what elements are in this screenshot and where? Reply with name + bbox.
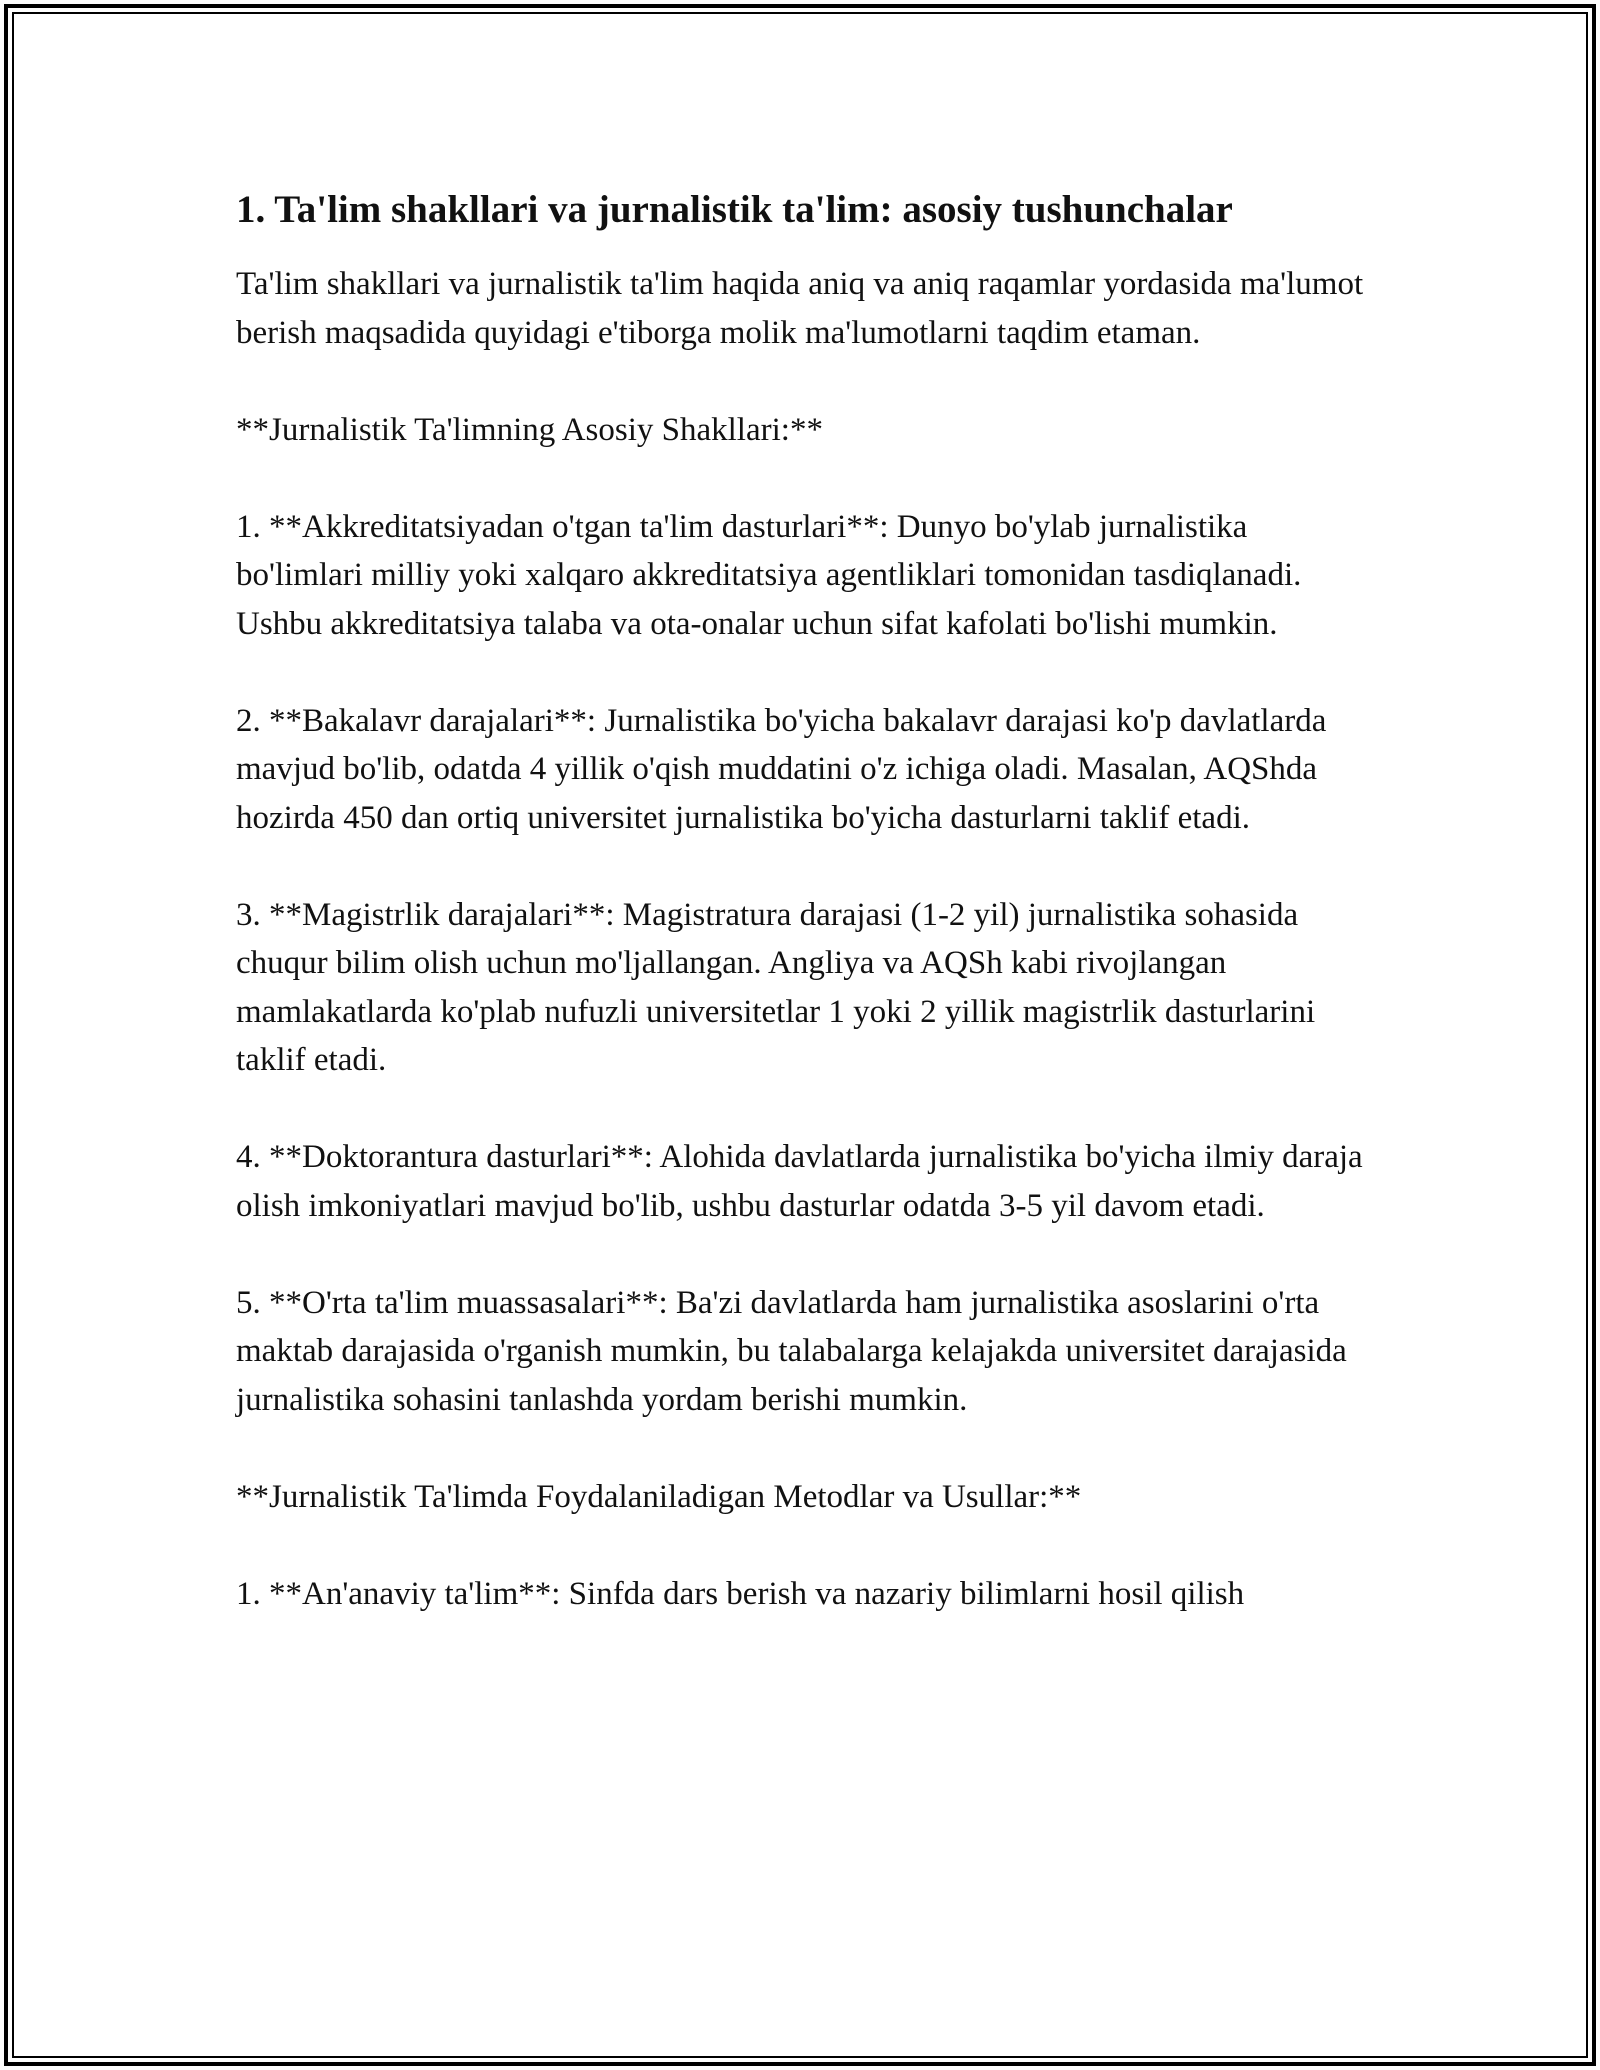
intro-paragraph: Ta'lim shakllari va jurnalistik ta'lim haqida aniq va aniq raqamlar yordasida ma'lumot berish maqsadida quyidagi e'tiborga molik ma'lumotlarni taqdim etaman. xyxy=(236,266,1364,351)
section-heading-methods: **Jurnalistik Ta'limda Foydalaniladigan Metodlar va Usullar:** xyxy=(236,1478,1082,1515)
list-item-master: 3. **Magistrlik darajalari**: Magistratura darajasi (1-2 yil) jurnalistika sohasida chuqur bilim olish uchun mo'ljallangan. Angliya va AQSh kabi rivojlangan mamlakatlarda ko'plab nufuzli universitetlar 1 yoki 2 yillik magistrlik dasturlarini taklif etadi. xyxy=(236,896,1316,1078)
list-item-secondary: 5. **O'rta ta'lim muassasalari**: Ba'zi davlatlarda ham jurnalistika asoslarini o'rta maktab darajasida o'rganish mumkin, bu talabalarga kelajakda universitet darajasida jurnalistika sohasini tanlashda yordam berishi mumkin. xyxy=(236,1284,1347,1418)
document-title: 1. Ta'lim shakllari va jurnalistik ta'lim: asosiy tushunchalar xyxy=(236,188,1233,231)
document-body xyxy=(236,184,1376,1667)
section-heading-forms: **Jurnalistik Ta'limning Asosiy Shakllari:** xyxy=(236,411,823,448)
list-item-bachelor: 2. **Bakalavr darajalari**: Jurnalistika bo'yicha bakalavr darajasi ko'p davlatlarda mavjud bo'lib, odatda 4 yillik o'qish muddatini o'z ichiga oladi. Masalan, AQShda hozirda 450 dan ortiq universitet jurnalistika bo'yicha dasturlarni taklif etadi. xyxy=(236,702,1327,836)
list-item-traditional: 1. **An'anaviy ta'lim**: Sinfda dars berish va nazariy bilimlarni hosil qilish xyxy=(236,1575,1245,1612)
list-item-doctorate: 4. **Doktorantura dasturlari**: Alohida davlatlarda jurnalistika bo'yicha ilmiy daraja olish imkoniyatlari mavjud bo'lib, ushbu dasturlar odatda 3-5 yil davom etadi. xyxy=(236,1139,1363,1224)
list-item-accreditation: 1. **Akkreditatsiyadan o'tgan ta'lim dasturlari**: Dunyo bo'ylab jurnalistika bo'limlari milliy yoki xalqaro akkreditatsiya agentliklari tomonidan tasdiqlanadi. Ushbu akkreditatsiya talaba va ota-onalar uchun sifat kafolati bo'lishi mumkin. xyxy=(236,508,1302,642)
